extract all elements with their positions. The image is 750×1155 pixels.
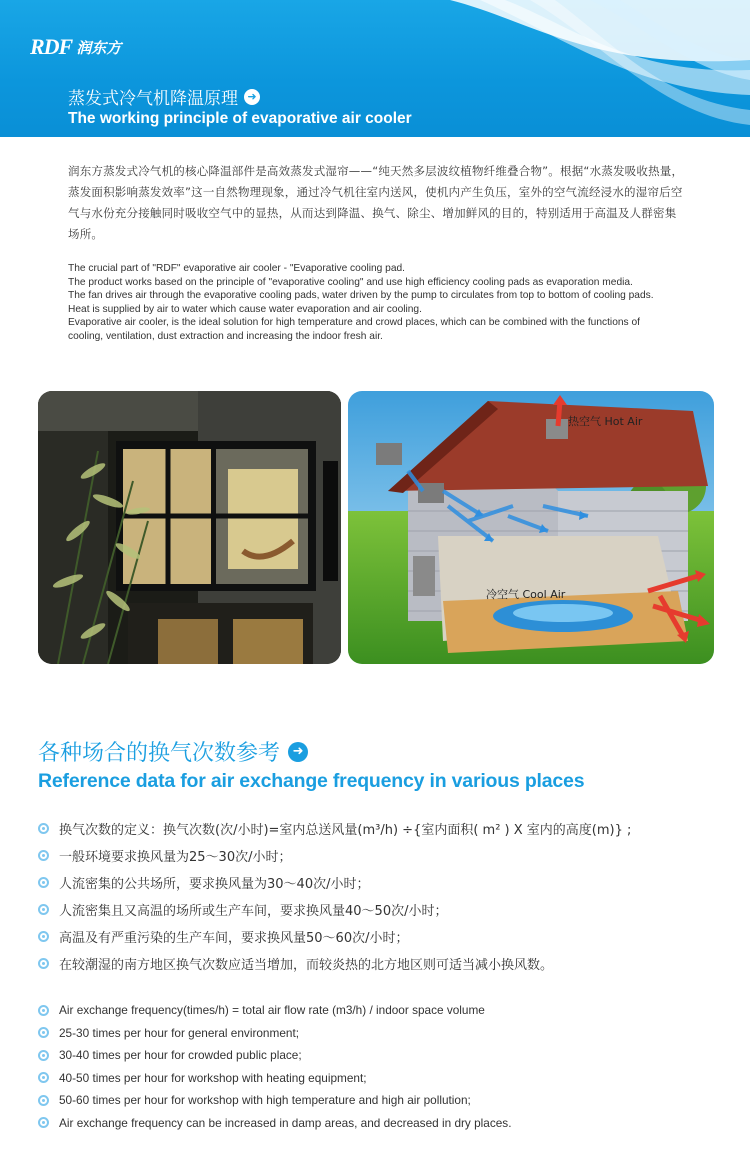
intro-en-line: The fan drives air through the evaporative cooling pads, water driven by the pump to circulates from top to bottom of cooling pads. Heat is supplied by air to water which cause water evaporation and air cooling. bbox=[68, 290, 654, 315]
page-title-cn-text: 蒸发式冷气机降温原理 bbox=[68, 89, 238, 109]
brand-logo bbox=[30, 34, 121, 60]
page-title-cn bbox=[68, 84, 260, 109]
airflow-diagram bbox=[348, 391, 714, 664]
bullet-icon bbox=[38, 1050, 49, 1061]
list-item-text: 50-60 times per hour for workshop with high temperature and high air pollution; bbox=[59, 1093, 471, 1108]
intro-en-line: The product works based on the principle of "evaporative cooling" and use high efficiency cooling pads as evaporation media. bbox=[68, 276, 633, 288]
bullet-icon bbox=[38, 931, 49, 942]
bullet-icon bbox=[38, 958, 49, 969]
list-item bbox=[38, 1089, 512, 1112]
list-item bbox=[38, 1022, 512, 1045]
list-item bbox=[38, 869, 631, 896]
page-title-en: The working principle of evaporative air cooler bbox=[68, 110, 412, 127]
list-item-text: 一般环境要求换风量为25～30次/小时； bbox=[59, 850, 292, 865]
bullet-icon bbox=[38, 850, 49, 861]
logo-name: 润东方 bbox=[76, 38, 122, 57]
bullet-icon bbox=[38, 904, 49, 915]
list-item-text: 在较潮湿的南方地区换气次数应适当增加，而较炎热的北方地区则可适当减小换风数。 bbox=[59, 958, 554, 973]
intro-paragraph-en bbox=[68, 262, 658, 344]
list-item-text: Air exchange frequency(times/h) = total air flow rate (m3/h) / indoor space volume bbox=[59, 1003, 485, 1018]
building-photo bbox=[38, 391, 341, 664]
exchange-list-cn bbox=[38, 815, 631, 977]
intro-en-line: Evaporative air cooler, is the ideal solution for high temperature and crowd places, which can be combined with the functions of cooling, ventilation, dust extraction and increasing the indoor fresh air. bbox=[68, 317, 640, 342]
list-item-text: 人流密集且又高温的场所或生产车间，要求换风量40～50次/小时； bbox=[59, 904, 448, 919]
list-item-text: 人流密集的公共场所，要求换风量为30～40次/小时； bbox=[59, 877, 370, 892]
section-title-cn bbox=[38, 736, 308, 767]
list-item bbox=[38, 1067, 512, 1090]
list-item-text: 30-40 times per hour for crowded public place; bbox=[59, 1048, 302, 1063]
list-item-text: Air exchange frequency can be increased in damp areas, and decreased in dry places. bbox=[59, 1115, 512, 1130]
list-item-text: 高温及有严重污染的生产车间，要求换风量50～60次/小时； bbox=[59, 931, 409, 946]
list-item bbox=[38, 923, 631, 950]
bullet-icon bbox=[38, 1005, 49, 1016]
intro-paragraph-cn: 润东方蒸发式冷气机的核心降温部件是高效蒸发式湿帘——“纯天然多层波纹植物纤维叠合物”。根据“水蒸发吸收热量，蒸发面积影响蒸发效率”这一自然物理现象，通过冷气机往室内送风，使机内产生负压，室外的空气流经浸水的湿帘后空气与水份充分接触同时吸收空气中的显热，从而达到降温、换气、除尘、增加鲜风的目的，特别适用于高温及人群密集场所。 bbox=[68, 164, 684, 241]
list-item bbox=[38, 815, 631, 842]
header-banner bbox=[0, 0, 750, 137]
bullet-icon bbox=[38, 823, 49, 834]
intro-en-line: The crucial part of "RDF" evaporative air cooler - "Evaporative cooling pad. bbox=[68, 263, 406, 274]
list-item bbox=[38, 842, 631, 869]
exchange-list-en bbox=[38, 999, 512, 1134]
bullet-icon bbox=[38, 1117, 49, 1128]
list-item-text: 25-30 times per hour for general environment; bbox=[59, 1025, 299, 1040]
logo-mark: RDF bbox=[30, 34, 73, 59]
list-item bbox=[38, 950, 631, 977]
hot-air-label: 热空气 Hot Air bbox=[568, 415, 643, 428]
arrow-right-circle-icon: ➜ bbox=[244, 89, 260, 105]
section-title-en: Reference data for air exchange frequency in various places bbox=[38, 770, 585, 792]
list-item bbox=[38, 896, 631, 923]
section-title-cn-text: 各种场合的换气次数参考 bbox=[38, 741, 281, 766]
list-item bbox=[38, 1112, 512, 1135]
list-item bbox=[38, 1044, 512, 1067]
list-item-text: 换气次数的定义：换气次数(次/小时)=室内总送风量(m³/h) ÷{室内面积( m² ) X 室内的高度(m)} ; bbox=[59, 823, 632, 838]
bullet-icon bbox=[38, 1072, 49, 1083]
list-item-text: 40-50 times per hour for workshop with heating equipment; bbox=[59, 1070, 367, 1085]
bullet-icon bbox=[38, 877, 49, 888]
bullet-icon bbox=[38, 1027, 49, 1038]
bullet-icon bbox=[38, 1095, 49, 1106]
arrow-right-circle-icon: ➜ bbox=[288, 742, 308, 762]
cool-air-label: 冷空气 Cool Air bbox=[486, 588, 566, 601]
list-item bbox=[38, 999, 512, 1022]
